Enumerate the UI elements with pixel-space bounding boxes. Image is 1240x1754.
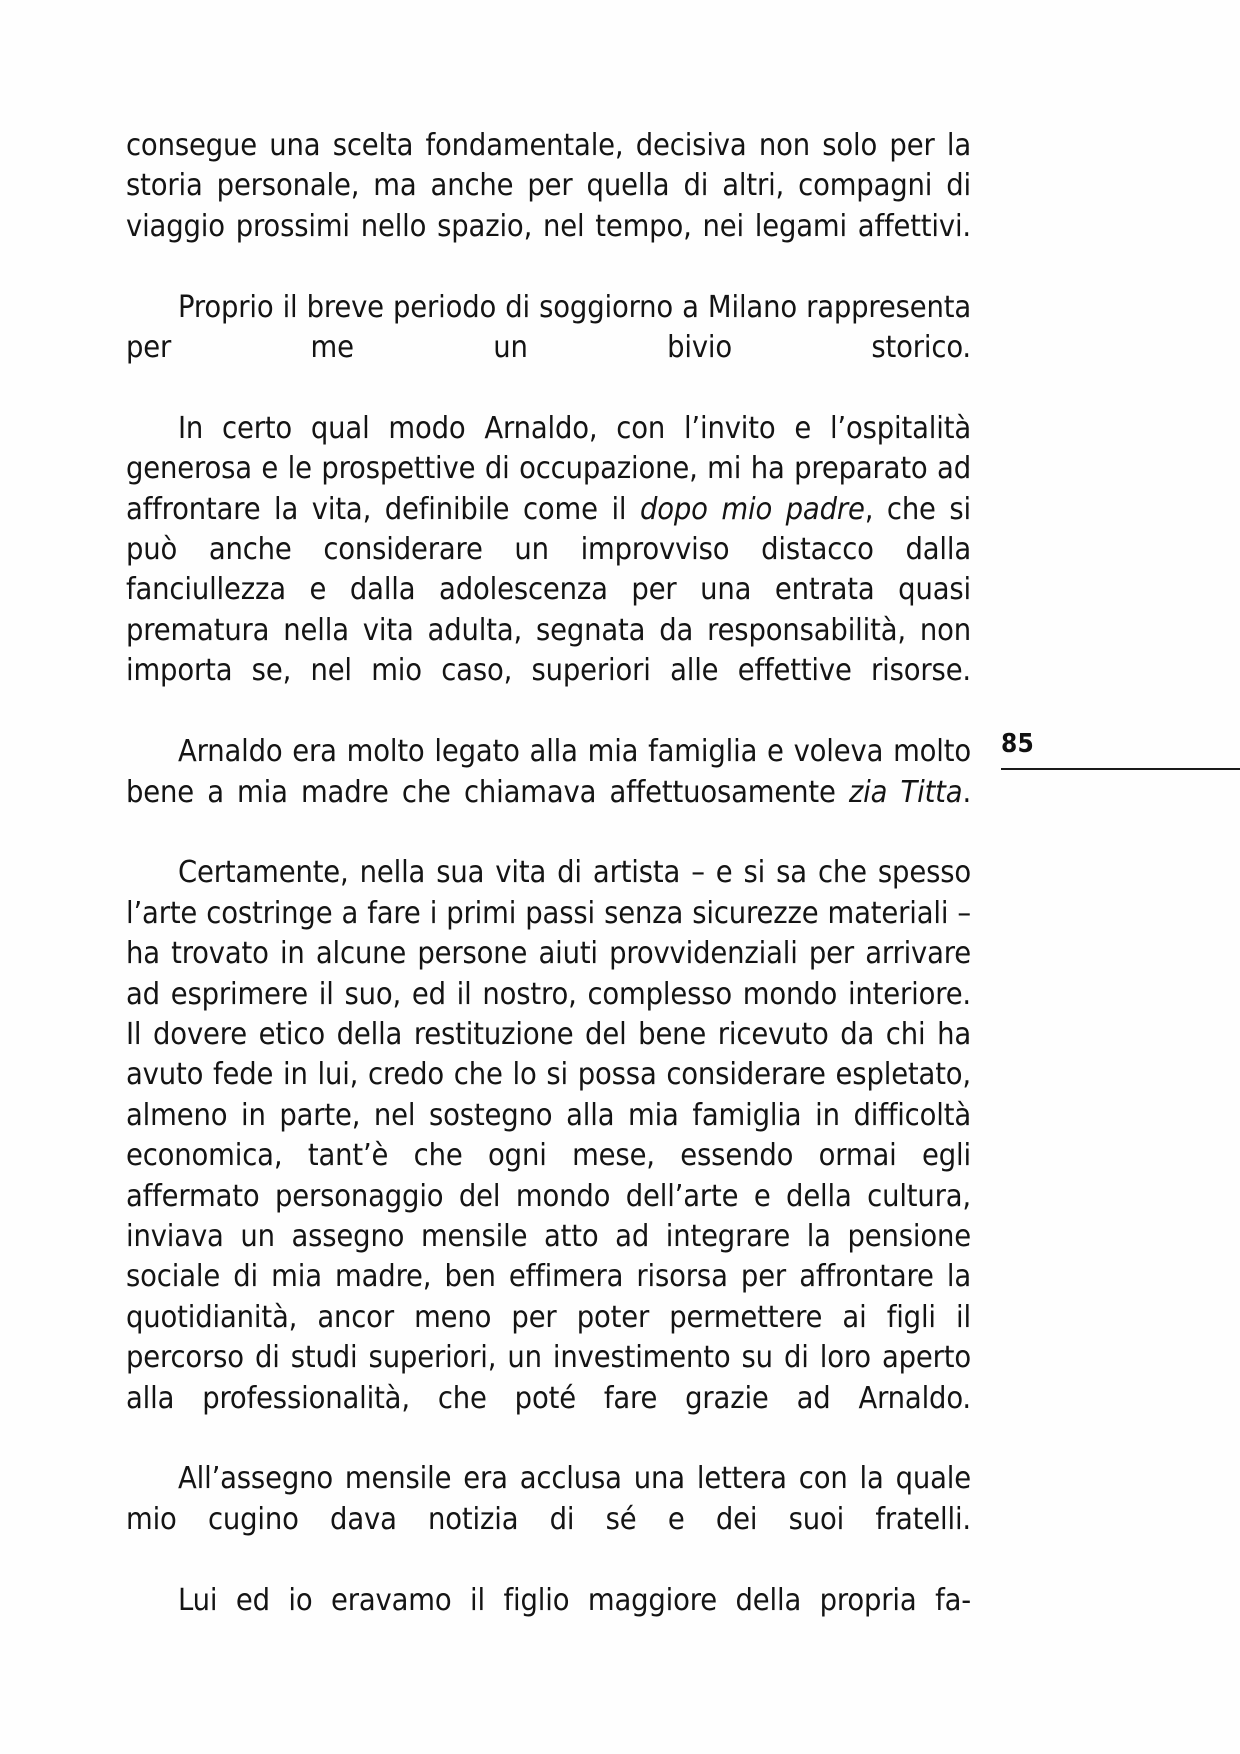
body-paragraph <box>126 126 971 288</box>
body-text-run: Arnaldo era molto legato alla mia famiglia e voleva molto bene a mia madre che chiamava affettuosamente <box>126 734 971 810</box>
body-paragraph <box>126 732 971 853</box>
emphasis-text: zia Titta <box>848 774 963 810</box>
body-paragraph <box>126 1459 971 1580</box>
body-text-block <box>126 126 971 1661</box>
body-paragraph <box>126 288 971 409</box>
body-paragraph <box>126 409 971 732</box>
body-text-run: Lui ed io eravamo il figlio maggiore della propria fa- <box>178 1582 971 1618</box>
body-text-run: All’assegno mensile era acclusa una lettera con la quale mio cugino dava notizia di sé e dei suoi fratelli. <box>126 1461 971 1537</box>
folio-group <box>1001 729 1240 770</box>
folio-rule <box>1001 768 1240 770</box>
body-paragraph <box>126 853 971 1459</box>
body-text-run: Certamente, nella sua vita di artista – e si sa che spesso l’arte costringe a fare i primi passi senza sicurezze materiali – ha trovato in alcune persone aiuti provvidenziali per arrivare ad esprimere il suo, ed il nostro, complesso mondo interiore. Il dovere etico della restituzione del bene ricevuto da chi ha avuto fede in lui, credo che lo si possa considerare espletato, almeno in parte, nel sostegno alla mia famiglia in difficoltà economica, tant’è che ogni mese, essendo ormai egli affermato personaggio del mondo dell’arte e della cultura, inviava un assegno mensile atto ad integrare la pensione sociale di mia madre, ben effimera risorsa per affrontare la quotidianità, ancor meno per poter permettere ai figli il percorso di studi superiori, un investimento su di loro aperto alla professionalità, che poté fare grazie ad Arnaldo. <box>126 855 971 1416</box>
body-text-run: , che si può anche considerare un improvviso distacco dalla fanciullezza e dalla adolescenza per una entrata quasi prematura nella vita adulta, segnata da responsabilità, non importa se, nel mio caso, superiori alle effettive risorse. <box>126 491 971 689</box>
body-text-run: . <box>962 774 972 810</box>
body-text-run: Proprio il breve periodo di soggiorno a Milano rappresenta per me un bivio storico. <box>126 289 971 366</box>
emphasis-text: dopo mio padre <box>639 491 865 527</box>
body-text-run: In certo qual modo Arnaldo, con l’invito e l’ospitalità generosa e le prospettive di occupazione, mi ha preparato ad affrontare la vita, definibile come il <box>126 410 971 527</box>
body-paragraph <box>126 1581 971 1662</box>
page-number: 85 <box>1001 729 1034 759</box>
body-text-run: consegue una scelta fondamentale, decisiva non solo per la storia personale, ma anche per quella di altri, compagni di viaggio prossimi nello spazio, nel tempo, nei legami affettivi. <box>126 128 971 244</box>
